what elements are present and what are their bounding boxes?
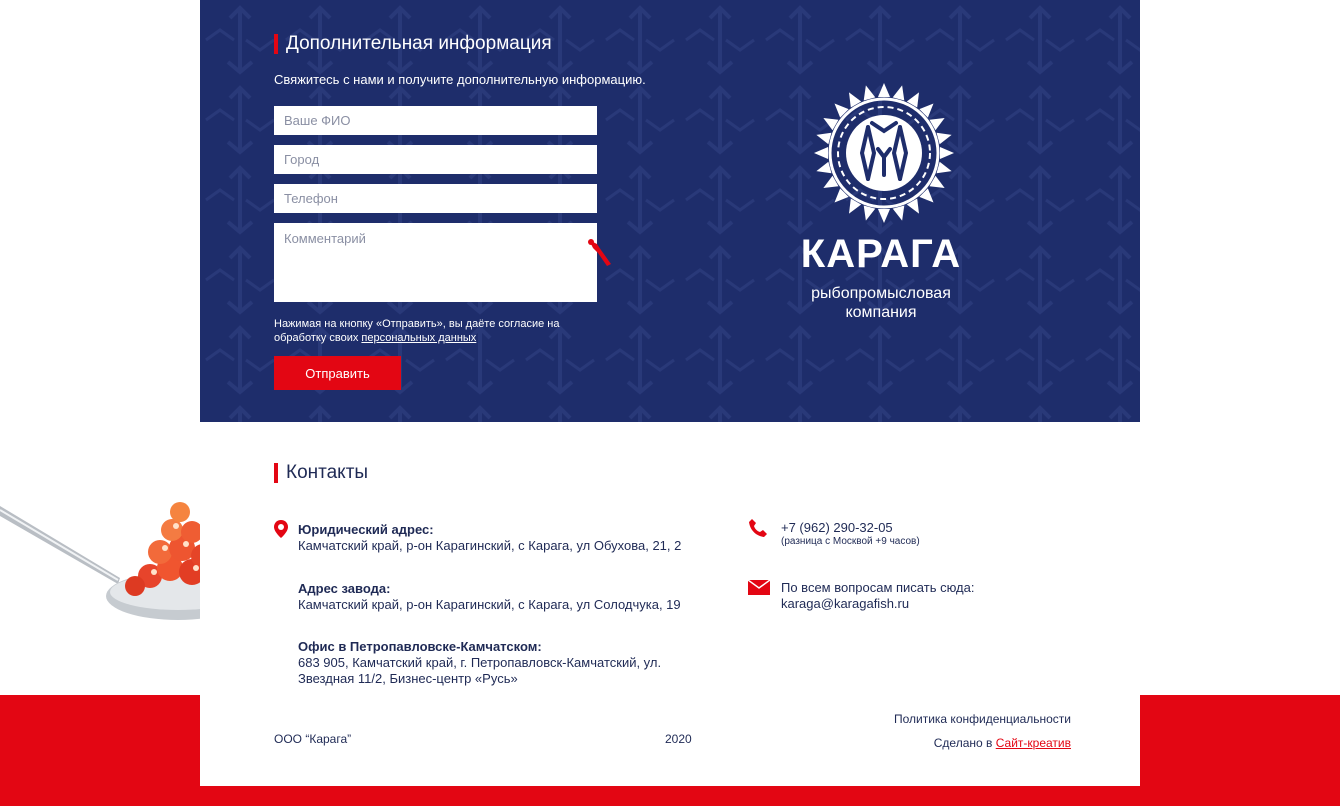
mail-icon	[748, 580, 770, 595]
office-address-text: 683 905, Камчатский край, г. Петропавловск-Камчатский, ул. Звездная 11/2, Бизнес-центр «Русь»	[298, 655, 662, 686]
name-input[interactable]	[274, 106, 597, 135]
karaga-logo-emblem	[813, 82, 955, 224]
factory-address-heading: Адрес завода:	[298, 581, 391, 596]
mail-label: По всем вопросам писать сюда:	[781, 580, 975, 595]
contacts-title: Контакты	[274, 462, 368, 484]
contact-form-section	[200, 0, 1140, 422]
legal-address-heading: Юридический адрес:	[298, 522, 434, 537]
red-pointer-cursor-icon	[587, 236, 617, 268]
made-by	[934, 736, 1071, 750]
consent-text	[274, 317, 614, 345]
consent-text-body: Нажимая на кнопку «Отправить», вы даёте согласие на обработку своих	[274, 318, 560, 344]
location-pin-icon	[274, 520, 288, 538]
legal-address	[298, 522, 718, 554]
content-card	[200, 0, 1140, 786]
privacy-policy-link[interactable]: Политика конфиденциальности	[893, 712, 1071, 726]
form-title: Дополнительная информация	[274, 33, 552, 55]
developer-link[interactable]: Сайт-креатив	[995, 736, 1071, 750]
legal-address-text: Камчатский край, р-он Карагинский, с Карага, ул Обухова, 21, 2	[298, 538, 682, 553]
phone-number[interactable]: +7 (962) 290-32-05	[781, 520, 893, 535]
office-address-heading: Офис в Петропавловске-Камчатском:	[298, 639, 542, 654]
factory-address-text: Камчатский край, р-он Карагинский, с Карага, ул Солодчука, 19	[298, 597, 681, 612]
form-lead-text: Свяжитесь с нами и получите дополнительную информацию.	[274, 72, 646, 87]
company-name: ООО “Карага”	[274, 732, 352, 746]
factory-address	[298, 581, 718, 613]
brand-tagline	[763, 284, 999, 322]
city-input[interactable]	[274, 145, 597, 174]
email-address[interactable]: karaga@karagafish.ru	[781, 596, 910, 611]
brand-tagline-line2: компания	[845, 304, 917, 321]
office-address	[298, 639, 718, 687]
brand-name: КАРАГА	[800, 232, 962, 276]
phone-icon	[748, 518, 768, 538]
phone-timezone-note: (разница с Москвой +9 часов)	[781, 536, 920, 547]
brand-tagline-line1: рыбопромысловая	[811, 285, 951, 302]
submit-button[interactable]: Отправить	[274, 356, 401, 390]
made-by-prefix: Сделано в	[933, 736, 996, 750]
phone-input[interactable]	[274, 184, 597, 213]
copyright-year: 2020	[665, 732, 692, 746]
comment-textarea[interactable]	[274, 223, 597, 302]
personal-data-link[interactable]: персональных данных	[361, 332, 477, 344]
